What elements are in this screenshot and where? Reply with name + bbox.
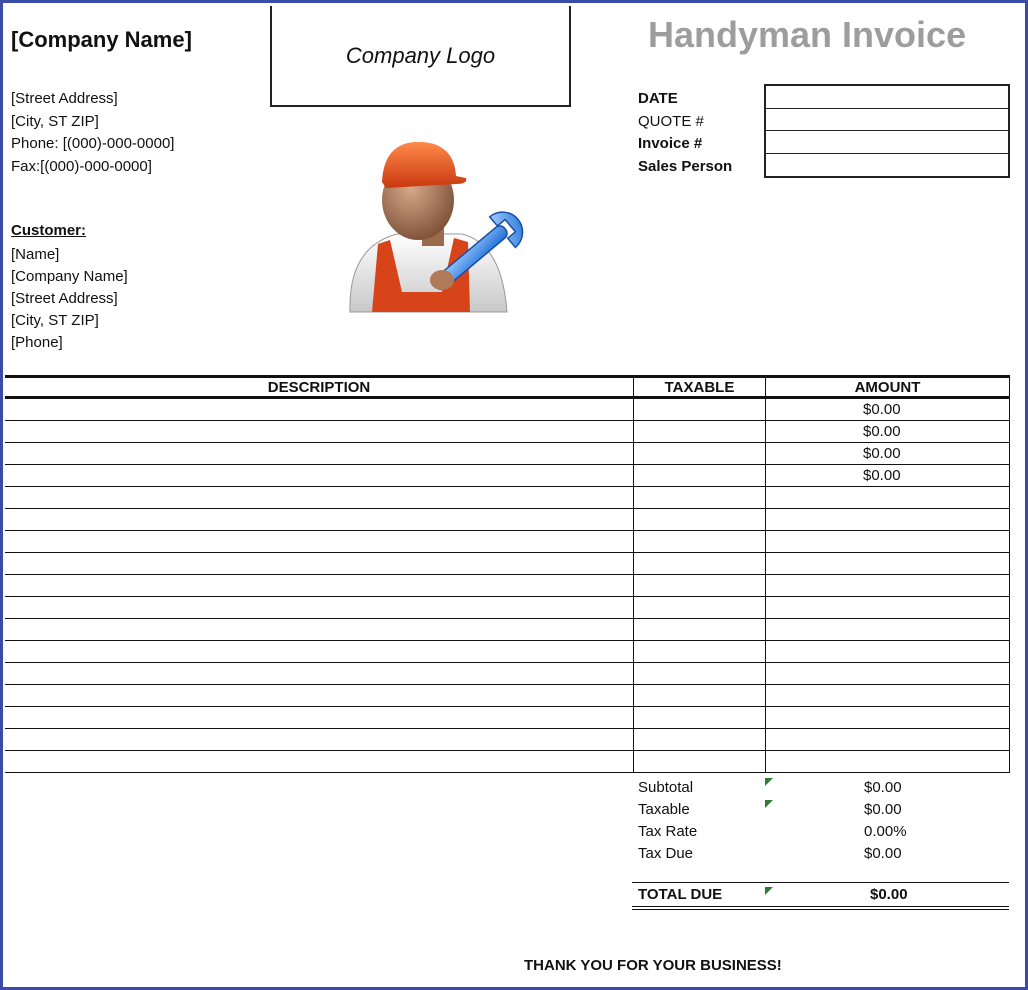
taxable-cell[interactable] [633, 465, 765, 486]
customer-name[interactable]: [Name] [11, 246, 60, 263]
taxable-cell[interactable] [633, 729, 765, 750]
totals-block [638, 776, 1010, 864]
table-row [5, 729, 1010, 751]
sales-person-field[interactable] [766, 154, 1008, 177]
table-row [5, 509, 1010, 531]
invoice-meta-fields [764, 84, 1010, 178]
table-row [5, 641, 1010, 663]
amount-cell[interactable] [765, 509, 1010, 530]
taxable-value: $0.00 [864, 800, 902, 818]
description-cell[interactable] [5, 619, 633, 640]
quote-label: QUOTE # [638, 112, 704, 130]
company-logo-placeholder[interactable] [270, 6, 571, 107]
invoice-number-field[interactable] [766, 131, 1008, 154]
handyman-icon [342, 132, 532, 322]
taxable-label: Taxable [638, 800, 690, 818]
company-fax[interactable]: Fax:[(000)-000-0000] [11, 157, 152, 175]
customer-street[interactable]: [Street Address] [11, 290, 118, 307]
customer-label: Customer: [11, 222, 87, 239]
table-row [5, 663, 1010, 685]
table-header [5, 375, 1010, 399]
comment-flag-icon [765, 800, 773, 808]
amount-cell[interactable] [765, 729, 1010, 750]
amount-cell[interactable] [765, 487, 1010, 508]
subtotal-value: $0.00 [864, 778, 902, 796]
comment-flag-icon [765, 887, 773, 895]
description-cell[interactable] [5, 509, 633, 530]
thank-you-note: THANK YOU FOR YOUR BUSINESS! [524, 957, 782, 974]
description-cell[interactable] [5, 751, 633, 772]
amount-cell[interactable] [765, 575, 1010, 596]
company-phone[interactable]: Phone: [(000)-000-0000] [11, 135, 175, 152]
taxable-cell[interactable] [633, 707, 765, 728]
table-row [5, 443, 1010, 465]
amount-cell[interactable]: $0.00 [765, 443, 1010, 464]
amount-cell[interactable]: $0.00 [765, 399, 1010, 420]
description-cell[interactable] [5, 487, 633, 508]
taxable-cell[interactable] [633, 399, 765, 420]
logo-text: Company Logo [345, 42, 496, 68]
date-label: DATE [638, 90, 678, 107]
customer-phone[interactable]: [Phone] [11, 334, 63, 351]
company-city[interactable]: [City, ST ZIP] [11, 112, 99, 130]
total-due-row [632, 882, 1009, 910]
table-row [5, 553, 1010, 575]
line-items-table [5, 375, 1010, 773]
customer-company[interactable]: [Company Name] [11, 268, 128, 285]
taxable-cell[interactable] [633, 421, 765, 442]
taxable-cell[interactable] [633, 597, 765, 618]
amount-cell[interactable] [765, 553, 1010, 574]
table-row [5, 707, 1010, 729]
invoice-title: Handyman Invoice [648, 14, 967, 55]
amount-cell[interactable] [765, 531, 1010, 552]
description-cell[interactable] [5, 465, 633, 486]
description-cell[interactable] [5, 663, 633, 684]
total-due-value: $0.00 [870, 886, 908, 903]
amount-cell[interactable] [765, 597, 1010, 618]
customer-block [11, 244, 128, 354]
amount-header: AMOUNT [765, 378, 1010, 396]
subtotal-label: Subtotal [638, 778, 694, 796]
description-cell[interactable] [5, 399, 633, 420]
company-name[interactable]: [Company Name] [11, 27, 192, 52]
table-row [5, 685, 1010, 707]
table-row [5, 597, 1010, 619]
amount-cell[interactable] [765, 707, 1010, 728]
taxable-cell[interactable] [633, 487, 765, 508]
table-row [5, 531, 1010, 553]
tax-rate-value[interactable]: 0.00% [864, 822, 907, 840]
table-row [5, 487, 1010, 509]
amount-cell[interactable] [765, 619, 1010, 640]
description-cell[interactable] [5, 531, 633, 552]
quote-field[interactable] [766, 109, 1008, 132]
tax-due-value: $0.00 [864, 844, 902, 862]
amount-cell[interactable] [765, 685, 1010, 706]
description-cell[interactable] [5, 575, 633, 596]
taxable-cell[interactable] [633, 443, 765, 464]
description-header: DESCRIPTION [267, 378, 371, 396]
amount-cell[interactable]: $0.00 [765, 465, 1010, 486]
description-cell[interactable] [5, 597, 633, 618]
amount-cell[interactable] [765, 751, 1010, 772]
taxable-cell[interactable] [633, 641, 765, 662]
sales-person-label: Sales Person [638, 157, 733, 175]
taxable-cell[interactable] [633, 509, 765, 530]
description-cell[interactable] [5, 707, 633, 728]
invoice-meta-labels [638, 88, 732, 178]
taxable-cell[interactable] [633, 553, 765, 574]
amount-cell[interactable]: $0.00 [765, 421, 1010, 442]
taxable-cell[interactable] [633, 575, 765, 596]
table-row [5, 619, 1010, 641]
company-address [11, 88, 174, 178]
description-cell[interactable] [5, 443, 633, 464]
amount-cell[interactable] [765, 641, 1010, 662]
description-cell[interactable] [5, 421, 633, 442]
date-field[interactable] [766, 86, 1008, 109]
table-row [5, 575, 1010, 597]
amount-cell[interactable] [765, 663, 1010, 684]
table-row [5, 751, 1010, 773]
taxable-cell[interactable] [633, 531, 765, 552]
company-street[interactable]: [Street Address] [11, 90, 118, 107]
table-row [5, 421, 1010, 443]
table-row [5, 465, 1010, 487]
taxable-cell[interactable] [633, 751, 765, 772]
description-cell[interactable] [5, 685, 633, 706]
comment-flag-icon [765, 778, 773, 786]
table-row [5, 399, 1010, 421]
tax-rate-label: Tax Rate [638, 822, 698, 840]
invoice-number-label: Invoice # [638, 135, 703, 152]
description-cell[interactable] [5, 553, 633, 574]
taxable-cell[interactable] [633, 663, 765, 684]
taxable-cell[interactable] [633, 619, 765, 640]
total-due-label: TOTAL DUE [638, 886, 723, 903]
taxable-header: TAXABLE [633, 378, 765, 396]
description-cell[interactable] [5, 729, 633, 750]
tax-due-label: Tax Due [638, 844, 694, 862]
description-cell[interactable] [5, 641, 633, 662]
customer-city[interactable]: [City, ST ZIP] [11, 312, 99, 329]
taxable-cell[interactable] [633, 685, 765, 706]
